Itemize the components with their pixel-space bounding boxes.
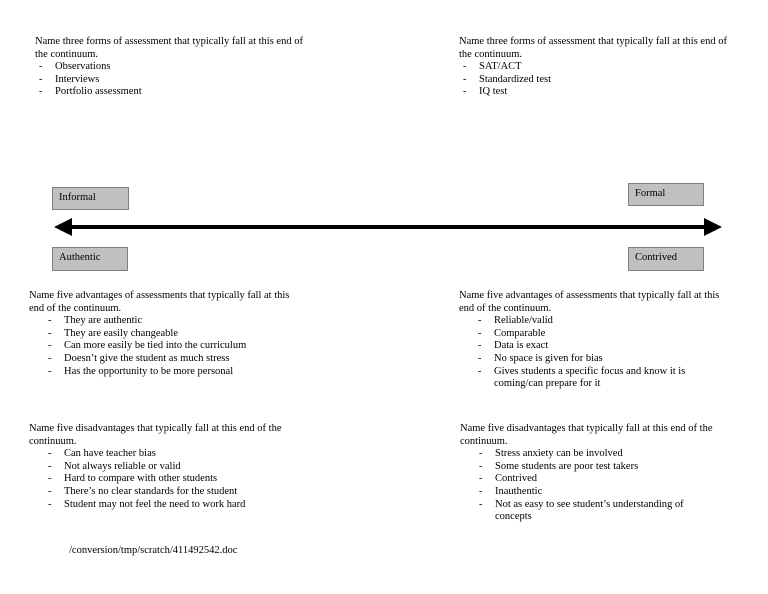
disadvantages-left-list bbox=[29, 448, 304, 511]
list-item: - IQ test bbox=[459, 86, 734, 99]
list-item: - Interviews bbox=[35, 74, 310, 87]
top-right-section bbox=[459, 36, 734, 99]
advantages-right-section bbox=[459, 290, 734, 391]
disadvantages-right-prompt: Name five disadvantages that typically fall at this end of the continuum. bbox=[460, 423, 713, 447]
top-left-prompt: Name three forms of assessment that typically fall at this end of the continuum. bbox=[35, 36, 303, 60]
list-item: - Can have teacher bias bbox=[44, 448, 304, 461]
advantages-left-prompt: Name five advantages of assessments that typically fall at this end of the continuum. bbox=[29, 290, 290, 314]
list-item: - Gives students a specific focus and know it is coming/can prepare for it bbox=[474, 366, 714, 391]
top-left-section bbox=[35, 36, 310, 99]
formal-label: Formal bbox=[628, 183, 704, 206]
list-item: - Inauthentic bbox=[475, 486, 720, 499]
advantages-right-list bbox=[459, 315, 714, 391]
advantages-left-section bbox=[29, 290, 304, 378]
document-path-footer: /conversion/tmp/scratch/411492542.doc bbox=[69, 545, 238, 556]
list-item: - Contrived bbox=[475, 473, 720, 486]
list-item: - Not always reliable or valid bbox=[44, 461, 304, 474]
list-item: - SAT/ACT bbox=[459, 61, 734, 74]
list-item: - Standardized test bbox=[459, 74, 734, 87]
top-right-list bbox=[459, 61, 734, 99]
list-item: - Data is exact bbox=[474, 340, 714, 353]
disadvantages-left-prompt: Name five disadvantages that typically fall at this end of the continuum. bbox=[29, 423, 282, 447]
list-item: - Can more easily be tied into the curriculum bbox=[44, 340, 304, 353]
disadvantages-right-list bbox=[460, 448, 720, 524]
informal-label: Informal bbox=[52, 187, 129, 210]
contrived-label: Contrived bbox=[628, 247, 704, 271]
authentic-label: Authentic bbox=[52, 247, 128, 271]
advantages-left-list bbox=[29, 315, 304, 378]
list-item: - Not as easy to see student’s understanding of concepts bbox=[475, 499, 720, 524]
list-item: - Has the opportunity to be more personal bbox=[44, 366, 304, 379]
list-item: - Hard to compare with other students bbox=[44, 473, 304, 486]
list-item: - Doesn’t give the student as much stress bbox=[44, 353, 304, 366]
list-item: - There’s no clear standards for the student bbox=[44, 486, 304, 499]
list-item: - Some students are poor test takers bbox=[475, 461, 720, 474]
list-item: - Student may not feel the need to work hard bbox=[44, 499, 304, 512]
list-item: - They are easily changeable bbox=[44, 328, 304, 341]
arrow-right-head-icon bbox=[704, 218, 722, 236]
top-left-list bbox=[35, 61, 310, 99]
disadvantages-right-section bbox=[460, 423, 735, 524]
list-item: - Portfolio assessment bbox=[35, 86, 310, 99]
list-item: - Reliable/valid bbox=[474, 315, 714, 328]
list-item: - They are authentic bbox=[44, 315, 304, 328]
list-item: - No space is given for bias bbox=[474, 353, 714, 366]
list-item: - Comparable bbox=[474, 328, 714, 341]
arrow-left-head-icon bbox=[54, 218, 72, 236]
continuum-arrow bbox=[54, 218, 722, 236]
list-item: - Observations bbox=[35, 61, 310, 74]
disadvantages-left-section bbox=[29, 423, 304, 511]
top-right-prompt: Name three forms of assessment that typically fall at this end of the continuum. bbox=[459, 36, 727, 60]
advantages-right-prompt: Name five advantages of assessments that typically fall at this end of the continuum. bbox=[459, 290, 720, 314]
list-item: - Stress anxiety can be involved bbox=[475, 448, 720, 461]
arrow-shaft bbox=[70, 225, 706, 229]
